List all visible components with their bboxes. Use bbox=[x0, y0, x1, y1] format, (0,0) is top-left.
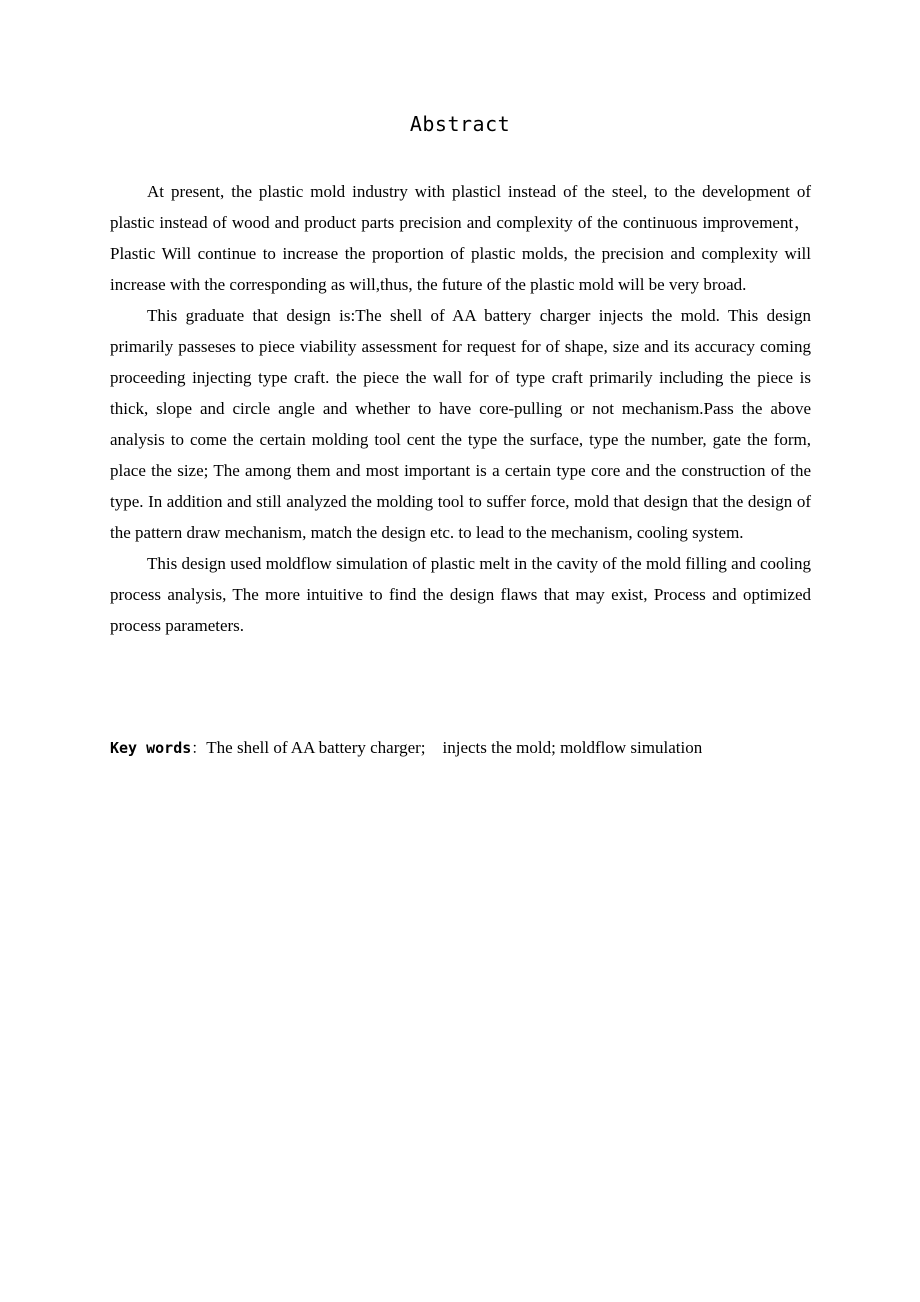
keywords-line bbox=[110, 732, 811, 764]
keywords-label: Key words bbox=[110, 739, 192, 757]
keyword-item: injects the mold; moldflow simulation bbox=[442, 738, 703, 757]
abstract-paragraph-2: This graduate that design is:The shell of AA battery charger injects the mold. This design primarily passeses to piece viability assessment for request for of shape, size and its accuracy coming proceeding injecting type craft. the piece the wall for of type craft primarily including the piece is thick, slope and circle angle and whether to have core-pulling or not mechanism.Pass the above analysis to come the certain molding tool cent the type the surface, type the number, gate the form, place the size; The among them and most important is a certain type core and the construction of the type. In addition and still analyzed the molding tool to suffer force, mold that design that the design of the pattern draw mechanism, match the design etc. to lead to the mechanism, cooling system. bbox=[110, 306, 811, 542]
abstract-paragraph-3: This design used moldflow simulation of plastic melt in the cavity of the mold filling and cooling process analysis, The more intuitive to find the design flaws that may exist, Process and optimized process parameters. bbox=[110, 554, 811, 635]
abstract-body bbox=[110, 176, 811, 641]
page-title: Abstract bbox=[409, 112, 511, 136]
keywords-separator: ： bbox=[191, 739, 207, 757]
abstract-paragraph-1: At present, the plastic mold industry with plasticl instead of the steel, to the development of plastic instead of wood and product parts precision and complexity of the continuous improvement，Plastic Will continue to increase the proportion of plastic molds, the precision and complexity will increase with the corresponding as will,thus, the future of the plastic mold will be very broad. bbox=[110, 182, 811, 294]
keyword-item: The shell of AA battery charger; bbox=[206, 738, 426, 757]
